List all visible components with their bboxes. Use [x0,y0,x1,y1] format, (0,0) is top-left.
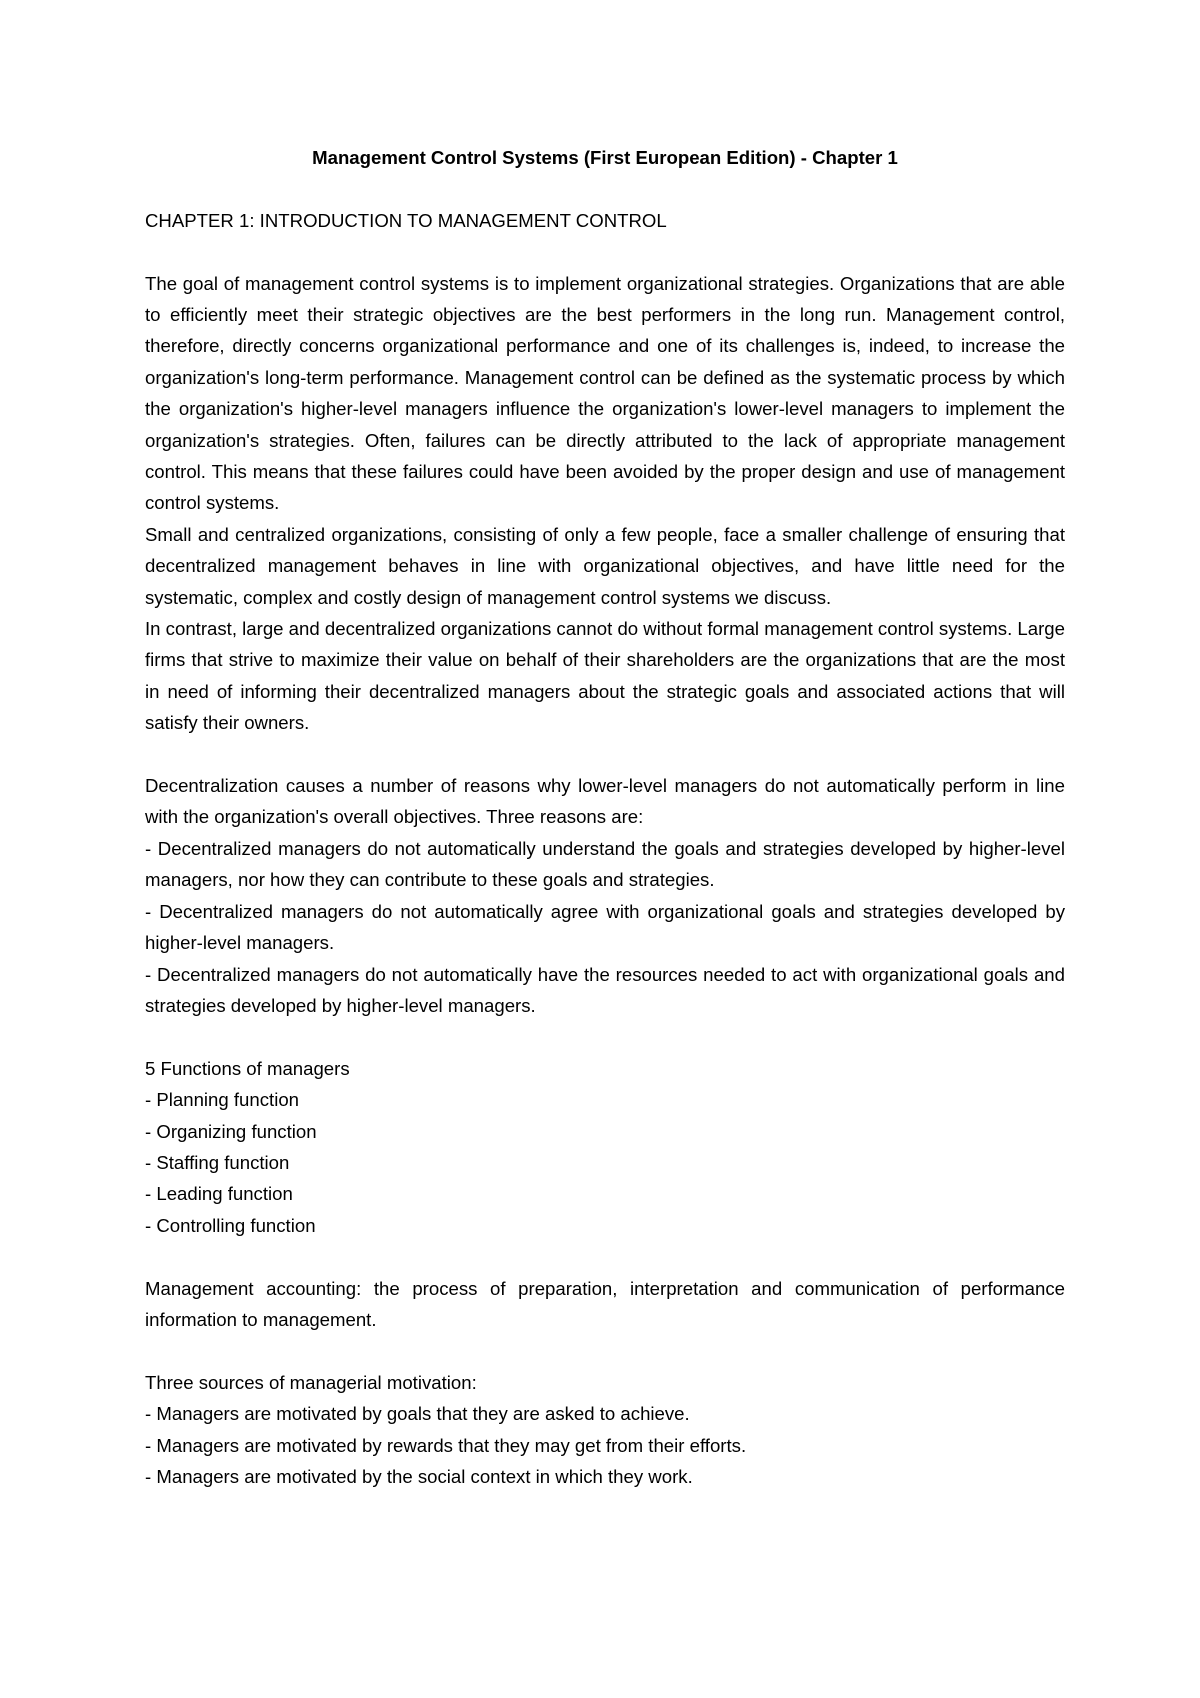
document-page [145,142,1065,1492]
chapter-heading: CHAPTER 1: INTRODUCTION TO MANAGEMENT CONTROL [145,209,667,231]
motivation-heading: Three sources of managerial motivation: [145,1371,477,1393]
decentralization-reason: - Decentralized managers do not automatically agree with organizational goals and strategies developed by higher-level managers. [145,900,1065,954]
spacer [145,739,1065,770]
document-title: Management Control Systems (First European Edition) - Chapter 1 [312,147,898,168]
intro-paragraph: Small and centralized organizations, consisting of only a few people, face a smaller challenge of ensuring that decentralized management behaves in line with organizational objectives, and have little need for the systematic, complex and costly design of management control systems we discuss. [145,523,1065,608]
function-item: - Organizing function [145,1120,317,1142]
intro-paragraph: In contrast, large and decentralized organizations cannot do without formal management control systems. Large firms that strive to maximize their value on behalf of their shareholders are the organizations that are the most in need of informing their decentralized managers about the strategic goals and associated actions that will satisfy their owners. [145,618,1065,734]
decentralization-intro: Decentralization causes a number of reasons why lower-level managers do not automatically perform in line with the organization's overall objectives. Three reasons are: [145,775,1065,828]
functions-heading: 5 Functions of managers [145,1057,350,1079]
function-item: - Planning function [145,1089,300,1111]
spacer [145,1241,1065,1272]
spacer [145,1021,1065,1052]
decentralization-reason: - Decentralized managers do not automatically understand the goals and strategies developed by higher-level managers, nor how they can contribute to these goals and strategies. [145,837,1065,891]
decentralization-reason: - Decentralized managers do not automatically have the resources needed to act with organizational goals and strategies developed by higher-level managers. [145,963,1065,1016]
motivation-item: - Managers are motivated by goals that they are asked to achieve. [145,1403,690,1425]
function-item: - Leading function [145,1183,293,1205]
spacer [145,236,1065,267]
motivation-item: - Managers are motivated by the social context in which they work. [145,1465,693,1487]
function-item: - Staffing function [145,1151,290,1173]
intro-paragraph: The goal of management control systems is to implement organizational strategies. Organizations that are able to efficiently meet their strategic objectives are the best performers in the long run. Management control, therefore, directly concerns organizational performance and one of its challenges is, indeed, to increase the organization's long-term performance. Management control can be defined as the systematic process by which the organization's higher-level managers influence the organization's lower-level managers to implement the organization's strategies. Often, failures can be directly attributed to the lack of appropriate management control. This means that these failures could have been avoided by the proper design and use of management control systems. [145,272,1065,514]
spacer [145,1335,1065,1366]
motivation-item: - Managers are motivated by rewards that they may get from their efforts. [145,1434,747,1456]
function-item: - Controlling function [145,1214,316,1236]
management-accounting-definition: Management accounting: the process of preparation, interpretation and communication of performance information to management. [145,1277,1065,1330]
